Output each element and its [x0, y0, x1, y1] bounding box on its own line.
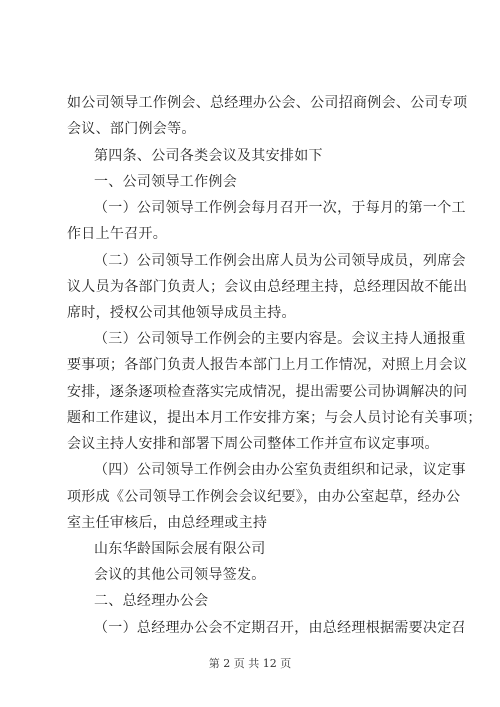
- section-heading: 第四条、公司各类会议及其安排如下: [94, 148, 323, 164]
- text-line: 会议的其他公司领导签发。: [94, 567, 266, 583]
- section-heading: 二、总经理办公会: [94, 593, 209, 609]
- text-line: 安排，逐条逐项检查落实完成情况，提出需要公司协调解决的问: [67, 384, 468, 400]
- text-line: （一）总经理办公会不定期召开，由总经理根据需要决定召: [94, 620, 466, 636]
- text-line: （二）公司领导工作例会出席人员为公司领导成员，列席会: [94, 253, 466, 269]
- text-line: （四）公司领导工作例会由办公室负责组织和记录，议定事: [94, 462, 466, 478]
- text-line: （三）公司领导工作例会的主要内容是。会议主持人通报重: [94, 331, 466, 347]
- text-line: 项形成《公司领导工作例会会议纪要》，由办公室起草，经办公: [67, 489, 461, 505]
- text-line: 作日上午召开。: [67, 226, 168, 242]
- text-line: 席时，授权公司其他领导成员主持。: [67, 305, 296, 321]
- text-line: 会议主持人安排和部署下周公司整体工作并宣布议定事项。: [67, 436, 439, 452]
- text-line: 会议、部门例会等。: [67, 121, 196, 137]
- page-footer: 第 2 页 共 12 页: [208, 657, 292, 670]
- section-heading: 一、公司领导工作例会: [94, 174, 237, 190]
- text-line: 室主任审核后，由总经理或主持: [67, 515, 268, 531]
- text-line: 要事项；各部门负责人报告本部门上月工作情况，对照上月会议: [67, 357, 468, 373]
- text-line: 如公司领导工作例会、总经理办公会、公司招商例会、公司专项: [67, 95, 468, 111]
- text-line: （一）公司领导工作例会每月召开一次，于每月的第一个工: [94, 200, 466, 216]
- text-line: 议人员为各部门负责人；会议由总经理主持，总经理因故不能出: [67, 279, 468, 295]
- text-line: 题和工作建议，提出本月工作安排方案；与会人员讨论有关事项；: [67, 410, 482, 426]
- company-name: 山东华龄国际会展有限公司: [94, 541, 266, 557]
